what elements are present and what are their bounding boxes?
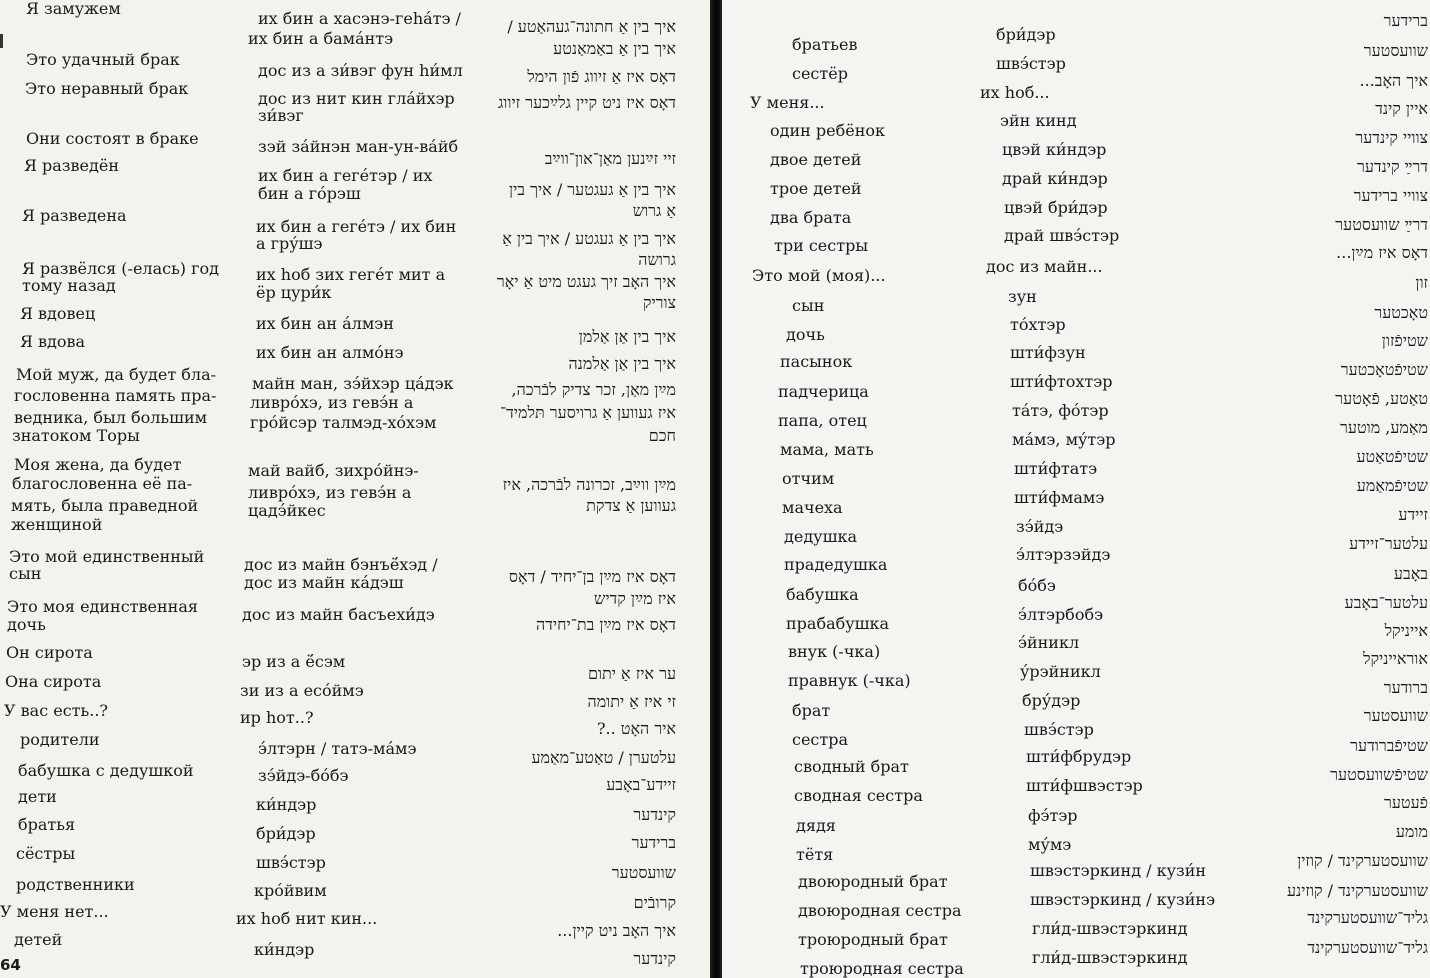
- transliteration-line: бри́дэр: [996, 25, 1056, 44]
- yiddish-line: מײַן ווײַב, זכרונה לבֿרכה, איז: [502, 475, 676, 494]
- transliteration-line: шти́фбрудэр: [1026, 747, 1132, 766]
- russian-line: братья: [18, 815, 76, 834]
- yiddish-line: גרושה: [638, 250, 676, 269]
- yiddish-line: זיידע־באָבע: [606, 775, 676, 794]
- transliteration-line: бин а го́рэш: [258, 184, 361, 203]
- russian-line: правнук (-чка): [788, 671, 911, 690]
- transliteration-line: дос из майн ка́дэш: [244, 573, 404, 592]
- yiddish-line: דאָס איז מײַן בן־יחיד / דאָס: [508, 567, 676, 586]
- transliteration-line: бру́дэр: [1022, 691, 1081, 710]
- transliteration-line: ливро́хэ, из гевэ́н а: [250, 393, 414, 412]
- russian-line: Это моя единственная: [7, 597, 198, 616]
- yiddish-line: מײַן מאַן, זכר צדיק לבֿרכה,: [511, 380, 676, 399]
- russian-line: сын: [9, 564, 42, 583]
- transliteration-line: то́хтэр: [1010, 315, 1066, 334]
- yiddish-line: איז געווען אַ גרויסער תּלמיד־: [499, 403, 676, 422]
- yiddish-line: עלטערן / טאַטע־מאַמע: [531, 748, 676, 767]
- yiddish-line: זיי זײַנען מאַן־און־ווײַב: [544, 149, 676, 168]
- yiddish-line: שוועסטערקינד / קוזין: [1297, 851, 1428, 870]
- russian-line: тётя: [796, 845, 834, 864]
- transliteration-line: ёр цури́к: [256, 283, 332, 302]
- transliteration-line: драй ки́ндэр: [1002, 169, 1108, 188]
- russian-line: Он сирота: [6, 643, 93, 662]
- russian-line: трое детей: [770, 179, 862, 198]
- left-page: [0, 0, 712, 978]
- transliteration-line: дос из майн бэнъё́хэд /: [244, 555, 438, 574]
- yiddish-line: איך בין אַן אַלמנה: [568, 354, 676, 373]
- transliteration-line: швэстэркинд / кузи́н: [1030, 861, 1207, 880]
- transliteration-line: дос из нит кин гла́йхэр: [258, 89, 455, 108]
- russian-line: знатоком Торы: [12, 426, 140, 445]
- russian-line: прабабушка: [786, 614, 890, 633]
- transliteration-line: а гру́шэ: [256, 234, 323, 253]
- transliteration-line: эр из а ё́сэм: [242, 652, 346, 671]
- yiddish-line: ברידער: [1383, 11, 1428, 30]
- transliteration-line: му́мэ: [1028, 835, 1072, 854]
- transliteration-line: зи из а есо́ймэ: [240, 681, 364, 700]
- yiddish-line: חכם: [648, 426, 676, 445]
- russian-line: дочь: [7, 615, 46, 634]
- transliteration-line: швэстэркинд / кузи́нэ: [1030, 890, 1216, 909]
- yiddish-line: דרײַ קינדער: [1356, 157, 1428, 176]
- yiddish-line: איך האָב זיך געגט מיט אַ יאָר: [496, 272, 676, 291]
- russian-line: Я замужем: [26, 0, 121, 18]
- page-number: 64: [0, 956, 21, 974]
- russian-line: Моя жена, да будет: [14, 455, 182, 474]
- yiddish-line: דאָס איז מײַן בת־יחידה: [535, 615, 676, 634]
- russian-line: У меня...: [750, 93, 825, 112]
- russian-line: Мой муж, да будет бла-: [16, 365, 217, 384]
- transliteration-line: шти́фтатэ: [1014, 459, 1098, 478]
- yiddish-line: שטיפֿמאַמע: [1356, 476, 1428, 495]
- transliteration-line: цвэй ки́ндэр: [1002, 140, 1107, 159]
- yiddish-line: טאַטע, פֿאָטער: [1335, 389, 1428, 408]
- yiddish-line: איר האָט ..?: [596, 719, 676, 738]
- russian-line: внук (-чка): [788, 642, 881, 661]
- yiddish-line: גליד־שוועסטערקינד: [1307, 908, 1428, 927]
- russian-line: детей: [14, 930, 63, 949]
- yiddish-line: איך בין אַ געגטער / איך בין: [509, 180, 676, 199]
- russian-line: сёстры: [16, 844, 76, 863]
- russian-line: сестра: [792, 730, 849, 749]
- yiddish-line: שטיפֿשוועסטער: [1330, 765, 1428, 784]
- yiddish-line: דרײַ שוועסטער: [1335, 215, 1428, 234]
- russian-line: Это мой (моя)...: [752, 266, 886, 285]
- transliteration-line: их hоб...: [980, 83, 1050, 102]
- transliteration-line: майн ман, зэ́йхэр ца́дэк: [252, 374, 454, 393]
- russian-line: Я разведена: [22, 206, 127, 225]
- transliteration-line: их hоб нит кин...: [236, 909, 378, 928]
- yiddish-line: שטיפֿטאָכטער: [1340, 360, 1428, 379]
- russian-line: ведника, был большим: [14, 408, 208, 427]
- yiddish-line: אַ גרוש: [632, 201, 676, 220]
- transliteration-line: эйн кинд: [1000, 111, 1077, 130]
- russian-line: один ребёнок: [770, 121, 886, 140]
- transliteration-line: их бин ан а́лмэн: [256, 314, 394, 333]
- yiddish-line: קינדער: [633, 949, 676, 968]
- transliteration-line: дос из майн...: [986, 257, 1103, 276]
- russian-line: бабушка: [786, 585, 859, 604]
- yiddish-line: זיידע: [1398, 505, 1428, 524]
- transliteration-line: их бин а хасэнэ-геhа́тэ /: [258, 9, 461, 28]
- transliteration-line: их бин а геге́тэр / их: [258, 166, 433, 185]
- yiddish-line: ער איז אַ יתום: [587, 664, 676, 683]
- yiddish-line: איך בין אַ געגטע / איך בין אַ: [502, 229, 676, 248]
- transliteration-line: зи́вэг: [258, 106, 304, 125]
- transliteration-line: их бин а геге́тэ / их бин: [256, 217, 457, 236]
- yiddish-line: דאָס איז אַ זיווג פֿון הימל: [527, 67, 676, 86]
- russian-line: У вас есть..?: [4, 701, 108, 720]
- transliteration-line: фэ́тэр: [1028, 806, 1078, 825]
- yiddish-line: איך בין אַ באַמאַנטע: [553, 39, 676, 58]
- transliteration-line: гли́д-швэстэркинд: [1032, 919, 1188, 938]
- russian-line: мама, мать: [780, 440, 874, 459]
- page-edge-mark: [0, 34, 3, 48]
- transliteration-line: гро́йсэр талмэд-хо́хэм: [250, 413, 437, 432]
- yiddish-line: אוראייניקל: [1363, 649, 1428, 668]
- russian-line: женщиной: [11, 515, 103, 534]
- russian-line: двоюродная сестра: [798, 901, 962, 920]
- transliteration-line: зэ́йдэ: [1016, 517, 1064, 536]
- transliteration-line: гли́д-швэстэркинд: [1032, 948, 1188, 967]
- transliteration-line: шти́фшвэстэр: [1026, 776, 1143, 795]
- yiddish-line: געווען אַ צדקת: [586, 496, 676, 515]
- transliteration-line: шти́фмамэ: [1014, 488, 1105, 507]
- yiddish-line: שוועסטער: [1363, 41, 1428, 60]
- russian-line: гословенна память пра-: [14, 386, 217, 405]
- yiddish-line: צוויי קינדער: [1355, 128, 1428, 147]
- yiddish-line: צוריק: [642, 293, 676, 312]
- transliteration-line: дос из а зи́вэг фун hи́мл: [258, 61, 463, 80]
- yiddish-line: איך בין אַן אַלמן: [578, 327, 676, 346]
- transliteration-line: э́лтэрбобэ: [1018, 605, 1104, 624]
- russian-line: Я вдова: [20, 332, 86, 351]
- russian-line: родственники: [16, 875, 135, 894]
- yiddish-line: איין קינד: [1375, 99, 1428, 118]
- yiddish-line: איך האָב ניט קיין...: [557, 921, 676, 940]
- russian-line: сводный брат: [794, 757, 909, 776]
- transliteration-line: ки́ндэр: [256, 795, 317, 814]
- russian-line: прадедушка: [784, 555, 888, 574]
- russian-line: троюродный брат: [798, 930, 948, 949]
- russian-line: двоюродный брат: [798, 872, 948, 891]
- russian-line: Это неравный брак: [25, 79, 189, 98]
- russian-line: Она сирота: [5, 672, 102, 691]
- transliteration-line: зун: [1008, 287, 1037, 306]
- yiddish-line: שטיפֿטאַטע: [1356, 447, 1428, 466]
- russian-line: мачеха: [782, 498, 843, 517]
- russian-line: тому назад: [22, 276, 116, 295]
- yiddish-line: שוועסטער: [1363, 706, 1428, 725]
- yiddish-line: איך בין אַ חתונה־געהאַטע /: [507, 17, 676, 36]
- yiddish-line: איז מײַן קדיש: [594, 589, 676, 608]
- transliteration-line: э́йникл: [1018, 633, 1080, 652]
- transliteration-line: та́тэ, фо́тэр: [1012, 401, 1109, 420]
- russian-line: три сестры: [774, 236, 869, 255]
- yiddish-line: פֿעטער: [1383, 793, 1428, 812]
- russian-line: папа, отец: [778, 411, 867, 430]
- yiddish-line: טאָכטער: [1374, 303, 1428, 322]
- russian-line: брат: [792, 701, 831, 720]
- russian-line: У меня нет...: [0, 902, 109, 921]
- transliteration-line: ма́мэ, му́тэр: [1012, 430, 1116, 449]
- right-page: [722, 0, 1430, 978]
- yiddish-line: שטיפֿברודער: [1350, 736, 1428, 755]
- transliteration-line: швэ́стэр: [996, 54, 1066, 73]
- russian-line: Я развёлся (-елась) год: [22, 259, 219, 278]
- yiddish-line: קינדער: [633, 805, 676, 824]
- transliteration-line: ир hот..?: [240, 708, 314, 727]
- transliteration-line: зэй за́йнэн ман-ун-ва́йб: [258, 137, 459, 156]
- russian-line: сын: [792, 296, 825, 315]
- transliteration-line: бри́дэр: [256, 824, 316, 843]
- transliteration-line: ки́ндэр: [254, 940, 315, 959]
- russian-line: сестёр: [792, 64, 848, 83]
- transliteration-line: бо́бэ: [1018, 576, 1056, 595]
- russian-line: бабушка с дедушкой: [18, 761, 194, 780]
- transliteration-line: май вайб, зихро́йнэ-: [248, 461, 419, 480]
- transliteration-line: швэ́стэр: [1024, 720, 1094, 739]
- yiddish-line: זון: [1415, 273, 1428, 292]
- yiddish-line: שטיפֿזון: [1381, 331, 1428, 350]
- russian-line: Это удачный брак: [26, 50, 180, 69]
- yiddish-line: מאַמע, מוטער: [1340, 418, 1428, 437]
- transliteration-line: зэ́йдэ-бо́бэ: [258, 766, 349, 785]
- russian-line: Они состоят в браке: [26, 129, 199, 148]
- russian-line: дочь: [786, 325, 825, 344]
- russian-line: сводная сестра: [794, 786, 923, 805]
- russian-line: благословенна её па-: [12, 474, 193, 493]
- russian-line: Я разведён: [24, 156, 119, 175]
- yiddish-line: ברידער: [631, 833, 676, 852]
- transliteration-line: швэ́стэр: [256, 853, 326, 872]
- russian-line: братьев: [792, 35, 858, 54]
- transliteration-line: у́рэйникл: [1020, 662, 1101, 681]
- russian-line: Я вдовец: [20, 304, 96, 323]
- yiddish-line: ברודער: [1383, 678, 1428, 697]
- transliteration-line: ливро́хэ, из гевэ́н а: [248, 483, 412, 502]
- transliteration-line: драй швэ́стэр: [1004, 226, 1120, 245]
- yiddish-line: שוועסטער: [611, 863, 676, 882]
- yiddish-line: איך האָב...: [1359, 71, 1428, 90]
- yiddish-line: עלטער־זיידע: [1349, 534, 1428, 553]
- transliteration-line: их бин ан алмо́нэ: [256, 343, 404, 362]
- transliteration-line: дос из майн басъехи́дэ: [242, 605, 435, 624]
- transliteration-line: их hоб зих геге́т мит а: [256, 265, 446, 284]
- russian-line: Это мой единственный: [9, 547, 205, 566]
- transliteration-line: их бин а бама́нтэ: [248, 29, 394, 48]
- transliteration-line: шти́фтохтэр: [1010, 372, 1113, 391]
- russian-line: пасынок: [780, 352, 853, 371]
- transliteration-line: шти́фзун: [1010, 343, 1086, 362]
- russian-line: дедушка: [784, 527, 857, 546]
- yiddish-line: מומע: [1395, 822, 1428, 841]
- yiddish-line: דאָס איז ניט קיין גלײַכער זיווג: [498, 93, 676, 112]
- russian-line: два брата: [770, 208, 852, 227]
- yiddish-line: צוויי ברידער: [1353, 186, 1428, 205]
- russian-line: троюродная сестра: [800, 959, 964, 978]
- yiddish-line: דאָס איז מײַן...: [1336, 243, 1428, 262]
- yiddish-line: גליד־שוועסטערקינד: [1307, 938, 1428, 957]
- transliteration-line: цвэй бри́дэр: [1004, 198, 1108, 217]
- transliteration-line: э́лтэрн / татэ-ма́мэ: [258, 739, 417, 758]
- russian-line: дядя: [796, 816, 836, 835]
- russian-line: отчим: [782, 469, 835, 488]
- russian-line: мять, была праведной: [11, 496, 199, 515]
- yiddish-line: שוועסטערקינד / קוזינע: [1286, 881, 1428, 900]
- transliteration-line: цадэ́йкес: [248, 501, 326, 520]
- russian-line: родители: [20, 730, 100, 749]
- transliteration-line: кро́йвим: [254, 881, 327, 900]
- transliteration-line: э́лтэрзэйдэ: [1016, 545, 1111, 564]
- russian-line: двое детей: [770, 150, 862, 169]
- yiddish-line: זי איז אַ יתומה: [587, 692, 676, 711]
- russian-line: дети: [18, 787, 57, 806]
- yiddish-line: אייניקל: [1384, 621, 1428, 640]
- yiddish-line: באָבע: [1393, 564, 1428, 583]
- yiddish-line: קרובֿים: [633, 893, 676, 912]
- russian-line: падчерица: [778, 382, 869, 401]
- yiddish-line: עלטער־באָבע: [1344, 593, 1428, 612]
